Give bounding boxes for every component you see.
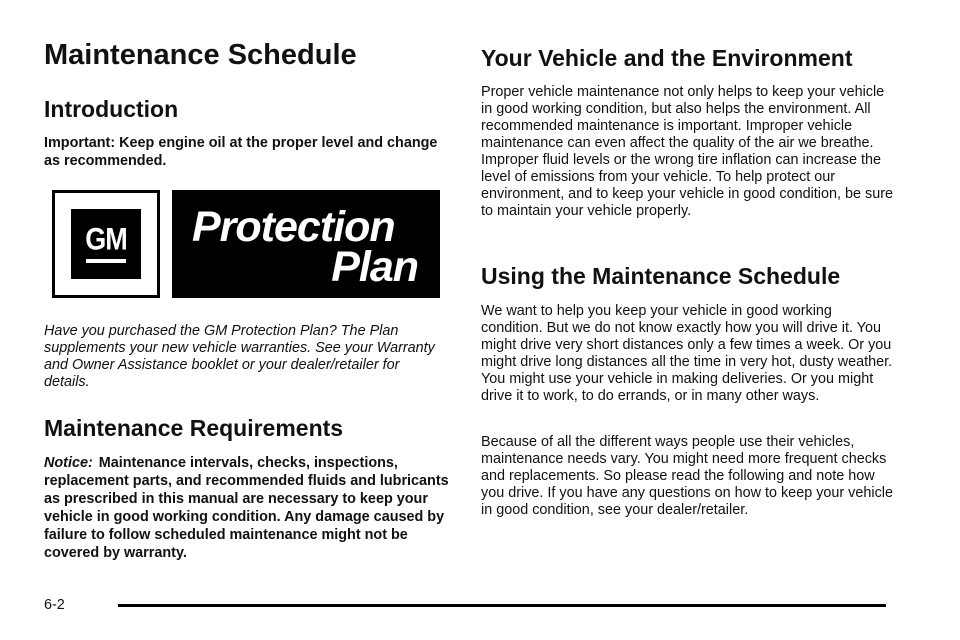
using-schedule-heading: Using the Maintenance Schedule (481, 263, 841, 289)
using-schedule-paragraph-1: We want to help you keep your vehicle in good working condition. But we do not know exactly how you will drive it. You might drive very short distances only a few times a week. Or you might drive long distances all the time in very hot, dusty weather. You might use your vehicle in making deliveries. Or you might drive it to work, to do errands, or in many other ways. (481, 303, 893, 404)
page-number: 6-2 (44, 597, 65, 613)
gm-logo (52, 190, 160, 298)
protection-plan-line2: Plan (331, 243, 418, 291)
maintenance-notice (44, 454, 452, 562)
page-title: Maintenance Schedule (44, 39, 357, 71)
gm-logo-underline (86, 259, 126, 263)
gm-logo-text: GM (85, 221, 127, 257)
environment-heading: Your Vehicle and the Environment (481, 45, 853, 71)
gm-protection-plan-logo (52, 188, 440, 301)
using-schedule-paragraph-2: Because of all the different ways people use their vehicles, maintenance needs vary. You might need more frequent checks and replacements. So please read the following and note how you drive. If you have any questions on how to keep your vehicle in good condition, see your dealer/retailer. (481, 434, 893, 518)
introduction-heading: Introduction (44, 96, 179, 122)
notice-label: Notice: (44, 455, 93, 471)
maintenance-requirements-heading: Maintenance Requirements (44, 415, 344, 441)
footer-rule (118, 604, 886, 607)
gm-logo-mark (71, 209, 141, 279)
protection-plan-logo (172, 190, 440, 298)
notice-text: Maintenance intervals, checks, inspections, replacement parts, and recommended fluids and lubricants as prescribed in this manual are necessary to keep your vehicle in good working condition. Any damage caused by failure to follow scheduled maintenance might not be covered by warranty. (44, 455, 449, 561)
important-note: Important: Keep engine oil at the proper level and change as recommended. (44, 135, 438, 169)
protection-plan-line1: Protection (192, 203, 395, 251)
protection-plan-note: Have you purchased the GM Protection Plan? The Plan supplements your new vehicle warranties. See your Warranty and Owner Assistance booklet or your dealer/retailer for details. (44, 323, 435, 390)
environment-paragraph: Proper vehicle maintenance not only helps to keep your vehicle in good working condition, but also helps the environment. All recommended maintenance is important. Improper vehicle maintenance can even affect the quality of the air we breathe. Improper fluid levels or the wrong tire inflation can increase the level of emissions from your vehicle. To help protect our environment, and to keep your vehicle in good condition, be sure to maintain your vehicle properly. (481, 84, 893, 219)
